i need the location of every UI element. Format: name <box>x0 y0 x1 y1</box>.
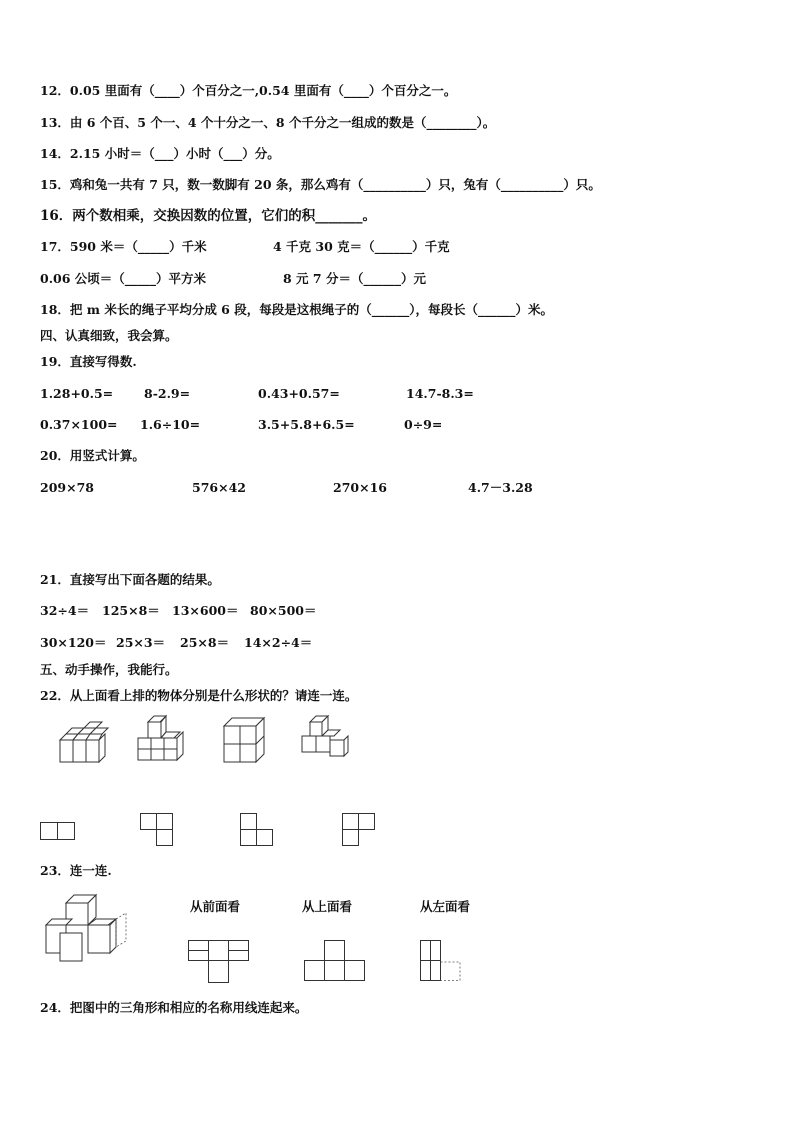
q20-item: 576×42 <box>192 480 246 495</box>
question-14: 14．2.15 小时＝（___）小时（___）分。 <box>40 146 280 161</box>
question-15: 15．鸡和兔一共有 7 只，数一数脚有 20 条，那么鸡有（__________）只，兔有（__________）只。 <box>40 177 601 192</box>
question-17-part-c: 0.06 公顷＝（_____）平方米 <box>40 271 207 286</box>
question-21: 21．直接写出下面各题的结果。 <box>40 572 220 587</box>
cube-figure-2 <box>134 716 194 768</box>
cube-figure-4 <box>298 716 358 768</box>
q21-item: 80×500＝ <box>250 603 317 618</box>
q19-item: 0.43+0.57= <box>258 386 340 401</box>
question-23: 23．连一连. <box>40 863 112 878</box>
q21-item: 14×2÷4＝ <box>244 635 313 650</box>
view-label-top: 从上面看 <box>302 899 353 914</box>
q19-item: 0÷9= <box>404 417 443 432</box>
cube-stack-figure <box>42 895 142 965</box>
q21-item: 25×8＝ <box>180 635 230 650</box>
question-24: 24．把图中的三角形和相应的名称用线连起来。 <box>40 1000 308 1015</box>
question-22: 22．从上面看上排的物体分别是什么形状的？请连一连。 <box>40 688 358 703</box>
left-view-shape <box>420 940 470 986</box>
q19-item: 14.7-8.3= <box>406 386 474 401</box>
question-17-part-d: 8 元 7 分＝（______）元 <box>283 271 426 286</box>
q20-item: 270×16 <box>333 480 387 495</box>
top-view-shape-1 <box>40 822 80 846</box>
q19-item: 1.28+0.5= <box>40 386 114 401</box>
view-label-front: 从前面看 <box>190 899 241 914</box>
question-18: 18．把 m 米长的绳子平均分成 6 段，每段是这根绳子的（______），每段长（______）米。 <box>40 302 553 317</box>
q19-item: 8-2.9= <box>144 386 191 401</box>
question-17-part-b: 4 千克 30 克＝（______）千克 <box>273 239 450 254</box>
section-5-heading: 五、动手操作，我能行。 <box>40 662 178 677</box>
question-20: 20．用竖式计算。 <box>40 448 145 463</box>
section-4-heading: 四、认真细致，我会算。 <box>40 328 178 343</box>
q21-item: 13×600＝ <box>172 603 239 618</box>
cube-figure-1 <box>56 722 116 772</box>
q19-item: 1.6÷10= <box>140 417 201 432</box>
question-13: 13．由 6 个百、5 个一、4 个十分之一、8 个千分之一组成的数是（________）。 <box>40 115 496 130</box>
question-19: 19．直接写得数. <box>40 354 137 369</box>
q20-item: 209×78 <box>40 480 94 495</box>
cube-figure-3 <box>220 716 276 768</box>
top-view-shape-4 <box>342 813 382 853</box>
top-view-shape <box>304 940 368 986</box>
q21-item: 32÷4＝ <box>40 603 90 618</box>
q21-item: 125×8＝ <box>102 603 160 618</box>
q21-item: 25×3＝ <box>116 635 166 650</box>
q20-item: 4.7－3.28 <box>468 480 533 495</box>
view-label-left: 从左面看 <box>420 899 471 914</box>
q21-item: 30×120＝ <box>40 635 107 650</box>
top-view-shape-2 <box>140 813 180 853</box>
q19-item: 0.37×100= <box>40 417 118 432</box>
front-view-shape <box>188 940 252 986</box>
top-view-shape-3 <box>240 813 280 853</box>
q19-item: 3.5+5.8+6.5= <box>258 417 355 432</box>
question-17-part-a: 17．590 米＝（_____）千米 <box>40 239 207 254</box>
question-16: 16．两个数相乘，交换因数的位置，它们的积_______。 <box>40 208 377 224</box>
question-12: 12．0.05 里面有（____）个百分之一,0.54 里面有（____）个百分之一。 <box>40 83 457 98</box>
